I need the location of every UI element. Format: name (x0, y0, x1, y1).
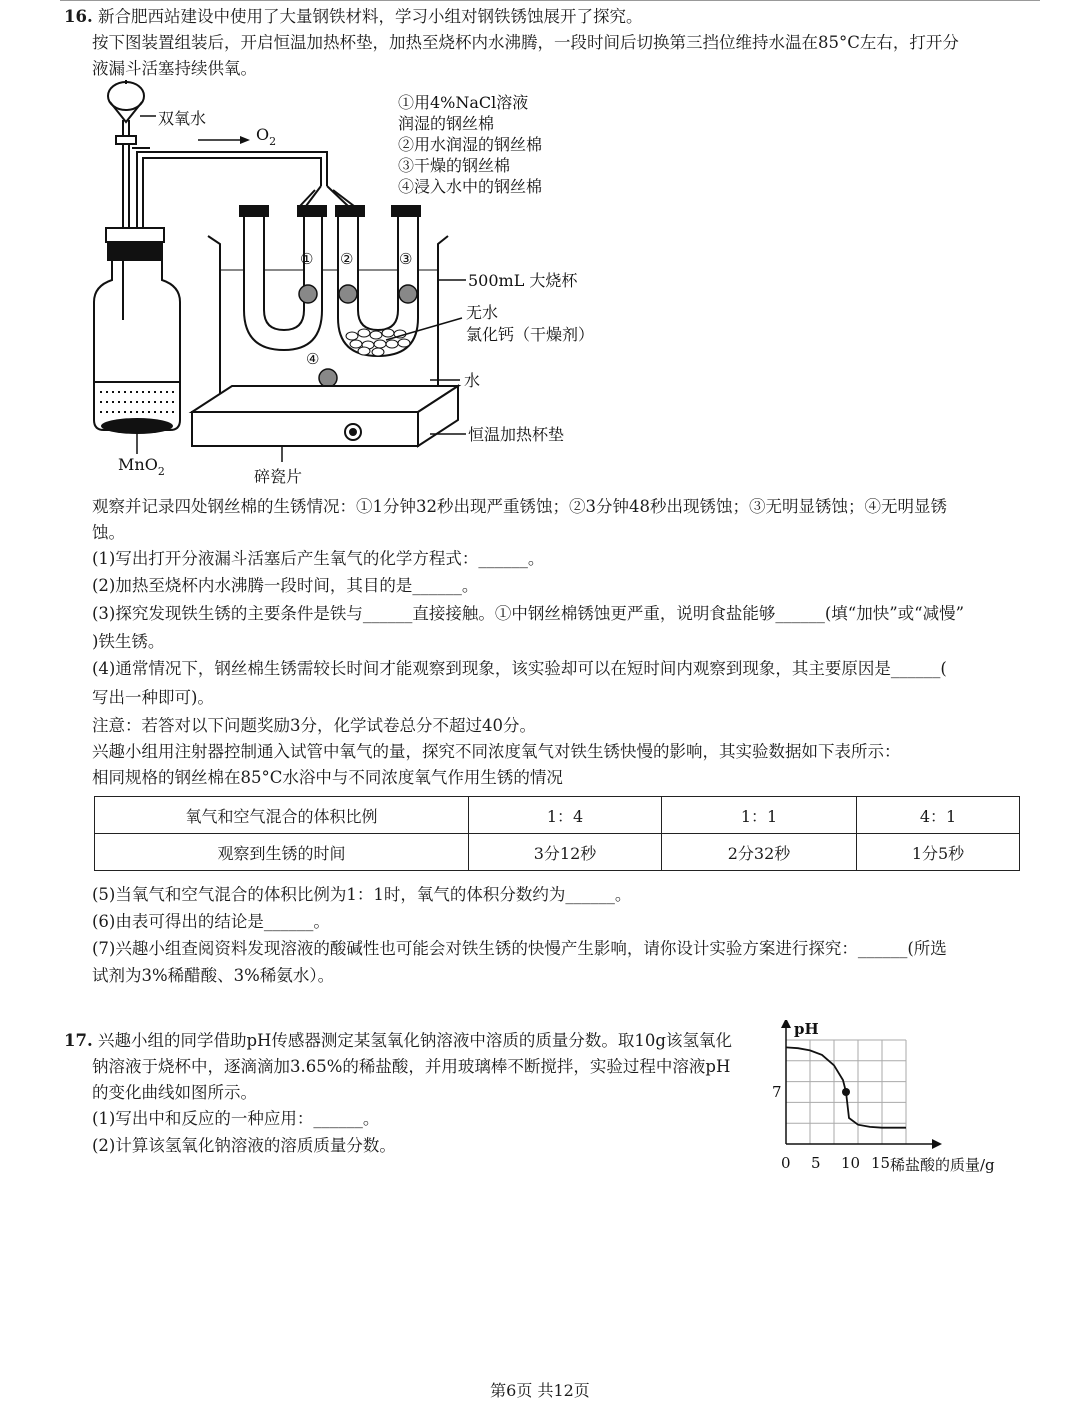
q16-sub4-line2: 写出一种即可)。 (92, 688, 214, 707)
table-cell: 2分32秒 (662, 834, 857, 871)
svg-text:润湿的钢丝棉: 润湿的钢丝棉 (398, 114, 495, 133)
q17-sub2: (2)计算该氢氧化钠溶液的溶质质量分数。 (92, 1136, 396, 1155)
mno2-powder (101, 418, 173, 434)
apparatus-figure (80, 80, 640, 490)
table-row (95, 797, 1020, 834)
table-cell: 1：4 (469, 797, 662, 834)
label-h2o2: 双氧水 (158, 109, 207, 128)
label-mno2: MnO$_2$ (118, 455, 165, 478)
equivalence-point (842, 1088, 850, 1096)
q16-sub6: (6)由表可得出的结论是______。 (92, 912, 330, 931)
svg-text:①用4%NaCl溶液: ①用4%NaCl溶液 (398, 93, 529, 112)
q16-number: 16. (64, 7, 93, 26)
steel-wool-2 (339, 285, 357, 303)
tube-label-1: ① (300, 250, 314, 268)
label-o2: $O_2$ (256, 125, 277, 148)
label-water: 水 (464, 371, 481, 390)
q16-sub3-line2: )铁生锈。 (92, 632, 165, 651)
y-tick-label: 7 (772, 1083, 782, 1101)
q16-intro-line2: 按下图装置组装后，开启恒温加热杯垫，加热至烧杯内水沸腾，一段时间后切换第三挡位维持水温在85°C左右，打开分 (92, 33, 959, 52)
q17-line2: 钠溶液于烧杯中，逐滴滴加3.65%的稀盐酸，并用玻璃棒不断搅拌，实验过程中溶液pH (92, 1057, 731, 1076)
label-desiccant-2: 氯化钙（干燥剂） (466, 325, 595, 344)
q16-sub3-line1: (3)探究发现铁生锈的主要条件是铁与______直接接触。①中钢丝棉锈蚀更严重，说明食盐能够______(填“加快”或“减慢” (92, 604, 965, 623)
q16-intro-line3: 液漏斗活塞持续供氧。 (92, 59, 257, 78)
q16-observe-line1: 观察并记录四处钢丝棉的生锈情况：①1分钟32秒出现严重锈蚀；②3分钟48秒出现锈蚀；③无明显锈蚀；④无明显锈 (92, 497, 947, 516)
q16-intro-line1: 16. 新合肥西站建设中使用了大量钢铁材料，学习小组对钢铁锈蚀展开了探究。 (64, 7, 643, 26)
u-tube-left (240, 206, 326, 350)
q16-observe-line2: 蚀。 (92, 523, 125, 542)
q16-sub2: (2)加热至烧杯内水沸腾一段时间，其目的是______。 (92, 576, 479, 595)
q16-sub7-line1: (7)兴趣小组查阅资料发现溶液的酸碱性也可能会对铁生锈的快慢产生影响，请你设计实验方案进行探究：______(所选 (92, 939, 947, 958)
tube-label-4: ④ (306, 350, 320, 368)
x-axis-arrow (932, 1139, 942, 1149)
x-tick-label: 10 (841, 1154, 861, 1172)
table-cell: 4：1 (857, 797, 1020, 834)
q16-sub5: (5)当氧气和空气混合的体积比例为1：1时，氧气的体积分数约为______。 (92, 885, 632, 904)
heating-pad (192, 386, 458, 446)
table-cell: 1：1 (662, 797, 857, 834)
ph-curve (786, 1047, 906, 1127)
table-row (95, 834, 1020, 871)
label-chips: 碎瓷片 (254, 467, 303, 486)
table-cell: 氧气和空气混合的体积比例 (95, 797, 469, 834)
label-desiccant-1: 无水 (466, 303, 499, 322)
steel-wool-4 (319, 369, 337, 387)
table-cell: 观察到生锈的时间 (95, 834, 469, 871)
q16-bonus-note: 注意：若答对以下问题奖励3分，化学试卷总分不超过40分。 (92, 716, 536, 735)
tube-label-2: ② (340, 250, 354, 268)
x-tick-label: 15 (871, 1154, 891, 1172)
svg-text:③干燥的钢丝棉: ③干燥的钢丝棉 (398, 156, 511, 175)
x-tick-label: 0 (781, 1154, 791, 1172)
label-heating-pad: 恒温加热杯垫 (468, 425, 565, 444)
svg-text:②用水润湿的钢丝棉: ②用水润湿的钢丝棉 (398, 135, 543, 154)
oxygen-rust-table (94, 796, 1020, 871)
ph-chart (760, 1020, 1030, 1190)
q16-table-caption: 相同规格的钢丝棉在85°C水浴中与不同浓度氧气作用生锈的情况 (92, 768, 563, 787)
q16-sub7-line2: 试剂为3%稀醋酸、3%稀氨水）。 (92, 966, 335, 985)
label-beaker: 500mL 大烧杯 (468, 271, 578, 290)
steel-wool-1 (299, 285, 317, 303)
top-rule (60, 0, 1040, 1)
table-cell: 3分12秒 (469, 834, 662, 871)
q17-number: 17. (64, 1031, 93, 1050)
x-axis-label: 稀盐酸的质量/g (890, 1156, 995, 1174)
figure-legend (398, 93, 542, 196)
x-tick-label: 5 (811, 1154, 821, 1172)
steel-wool-3 (399, 285, 417, 303)
reaction-flask (94, 228, 180, 430)
page-footer: 第6页 共12页 (490, 1381, 590, 1400)
y-axis-arrow (781, 1020, 791, 1028)
q17-sub1: (1)写出中和反应的一种应用：______。 (92, 1109, 380, 1128)
svg-text:④浸入水中的钢丝棉: ④浸入水中的钢丝棉 (398, 177, 543, 196)
q16-sub4-line1: (4)通常情况下，钢丝棉生锈需较长时间才能观察到现象，该实验却可以在短时间内观察到现象，其主要原因是______( (92, 659, 947, 678)
tube-label-3: ③ (399, 250, 413, 268)
q16-sub1: (1)写出打开分液漏斗活塞后产生氧气的化学方程式：______。 (92, 549, 545, 568)
q16-extension-line1: 兴趣小组用注射器控制通入试管中氧气的量，探究不同浓度氧气对铁生锈快慢的影响，其实验数据如下表所示： (92, 742, 901, 761)
q17-line3: 的变化曲线如图所示。 (92, 1083, 257, 1102)
y-axis-label: pH (794, 1020, 819, 1038)
q17-line1: 17. 兴趣小组的同学借助pH传感器测定某氢氧化钠溶液中溶质的质量分数。取10g该氢氧化 (64, 1031, 732, 1050)
table-cell: 1分5秒 (857, 834, 1020, 871)
